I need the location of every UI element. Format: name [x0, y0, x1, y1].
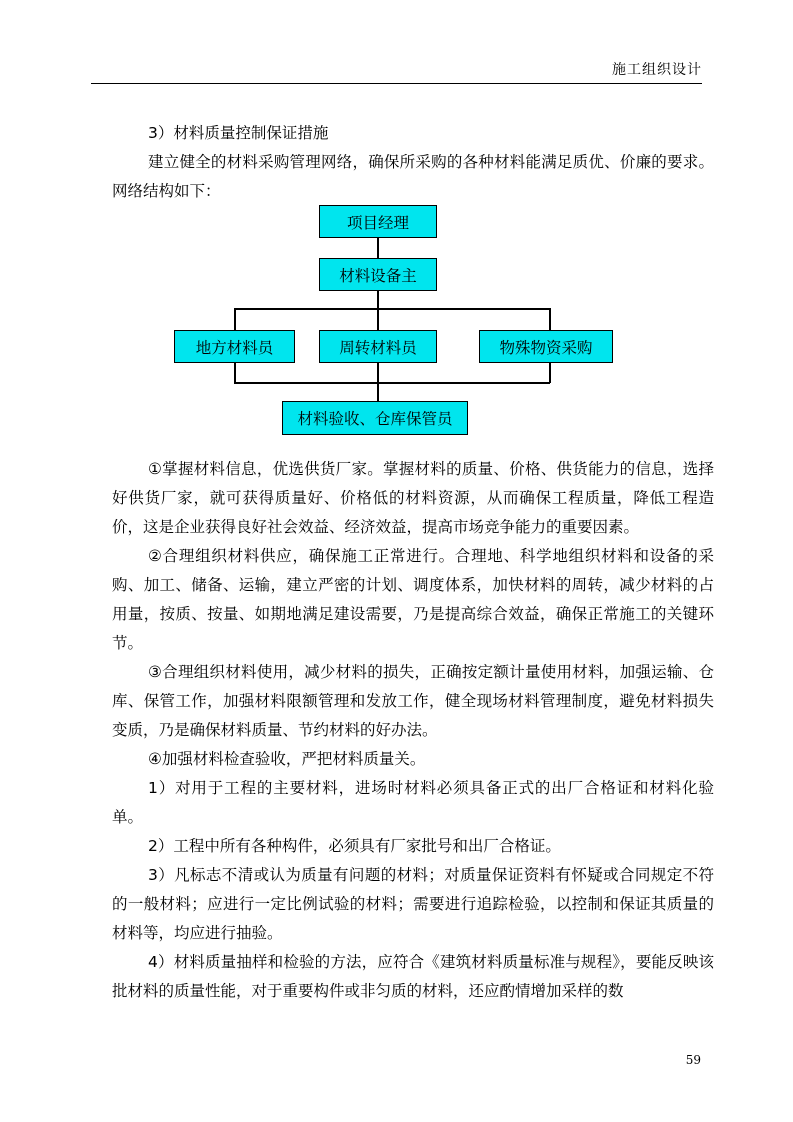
- connector-level2-bus: [377, 290, 379, 308]
- paragraph: ④加强材料检查验收，严把材料质量关。: [148, 750, 426, 768]
- paragraph: ②合理组织材料供应，确保施工正常进行。合理地、科学地组织材料和设备的采购、加工、储备、运输，建立严密的计划、调度体系，加快材料的周转，减少材料的占用量，按质、按量、如期地满足建设需要，乃是提高综合效益，确保正常施工的关键环节。: [112, 547, 714, 652]
- connector-left-bottom: [234, 362, 236, 383]
- connector-bus-bottom: [377, 382, 379, 402]
- chart-box-local-materials: 地方材料员: [174, 330, 295, 363]
- paragraph: 3）凡标志不清或认为质量有问题的材料；对质量保证资料有怀疑或合同规定不符的一般材料；应进行一定比例试验的材料；需要进行追踪检验，以控制和保证其质量的材料等，均应进行抽验。: [112, 866, 714, 942]
- paragraph: ③合理组织材料使用，减少材料的损失，正确按定额计量使用材料，加强运输、仓库、保管工作，加强材料限额管理和发放工作，健全现场材料管理制度，避免材料损失变质，乃是确保材料质量、节约材料的好办法。: [112, 663, 714, 739]
- chart-box-level2: 材料设备主: [319, 258, 437, 291]
- paragraph: ①掌握材料信息，优选供货厂家。掌握材料的质量、价格、供货能力的信息，选择好供货厂家，就可获得质量好、价格低的材料资源，从而确保工程质量，降低工程造价，这是企业获得良好社会效益、经济效益，提高市场竞争能力的重要因素。: [112, 460, 714, 536]
- chart-box-root: 项目经理: [319, 205, 437, 238]
- connector-bus-middle: [377, 308, 379, 331]
- header-divider: [91, 83, 702, 84]
- body-text: [112, 455, 714, 1006]
- connector-root-level2: [377, 237, 379, 260]
- connector-bus-right: [549, 308, 551, 331]
- chart-box-bottom: 材料验收、仓库保管员: [282, 401, 468, 435]
- paragraph: 2）工程中所有各种构件，必须具有厂家批号和出厂合格证。: [148, 837, 561, 855]
- connector-top-bus: [234, 308, 550, 310]
- page-number: 59: [685, 1053, 701, 1067]
- connector-middle-bottom: [377, 362, 379, 383]
- section-heading: 3）材料质量控制保证措施: [148, 124, 329, 142]
- intro-paragraph: 建立健全的材料采购管理网络，确保所采购的各种材料能满足质优、价廉的要求。网络结构如下：: [112, 153, 714, 200]
- header-title: 施工组织设计: [612, 62, 702, 78]
- paragraph: 4）材料质量抽样和检验的方法，应符合《建筑材料质量标准与规程》，要能反映该批材料的质量性能，对于重要构件或非匀质的材料，还应酌情增加采样的数: [112, 953, 714, 1000]
- connector-right-bottom: [549, 362, 551, 383]
- intro-block: [112, 148, 714, 206]
- chart-box-turnover-materials: 周转材料员: [319, 330, 437, 363]
- connector-bus-left: [234, 308, 236, 331]
- chart-box-special-procurement: 物殊物资采购: [479, 330, 613, 363]
- paragraph: 1）对用于工程的主要材料，进场时材料必须具备正式的出厂合格证和材料化验单。: [112, 779, 714, 826]
- connector-bottom-bus: [234, 382, 550, 384]
